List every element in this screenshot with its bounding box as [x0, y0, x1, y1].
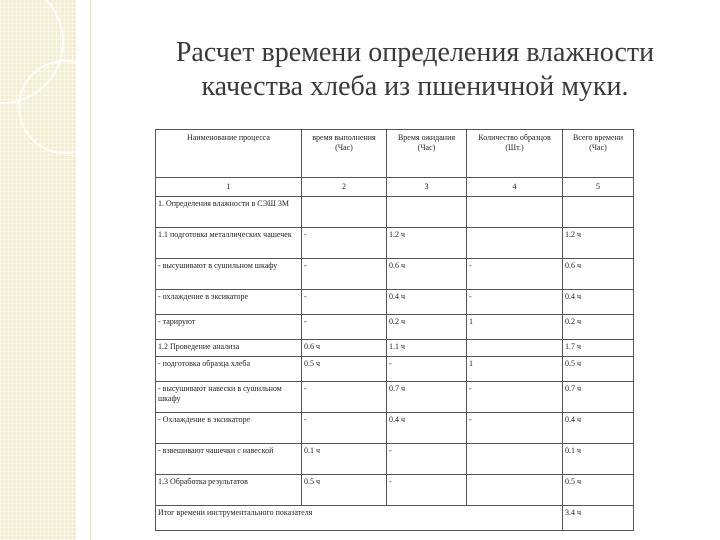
cell-execution: - — [302, 315, 387, 340]
header-execution-time: время выполнения (Час) — [302, 130, 387, 178]
header-total-time: Всего времени (Час) — [563, 130, 634, 178]
cell-process: 1.3 Обработка результатов — [156, 475, 302, 506]
column-number: 4 — [467, 178, 563, 197]
cell-execution: 0.1 ч — [302, 444, 387, 475]
table-row — [156, 259, 634, 290]
cell-samples: - — [467, 382, 563, 413]
cell-execution: - — [302, 413, 387, 444]
column-number-row — [156, 178, 634, 197]
cell-total: 0.7 ч — [563, 382, 634, 413]
cell-samples: - — [467, 259, 563, 290]
cell-samples: - — [467, 413, 563, 444]
cell-waiting — [387, 197, 467, 228]
table-row — [156, 357, 634, 382]
cell-process: - охлаждение в эксикаторе — [156, 290, 302, 315]
cell-samples: - — [467, 290, 563, 315]
table-row — [156, 228, 634, 259]
total-value: 3.4 ч — [563, 506, 634, 531]
header-process-name: Наименование процесса — [156, 130, 302, 178]
cell-waiting: - — [387, 444, 467, 475]
time-calculation-table — [155, 129, 633, 531]
table-header-row — [156, 130, 634, 178]
column-number: 5 — [563, 178, 634, 197]
table-row — [156, 413, 634, 444]
cell-total: 1.2 ч — [563, 228, 634, 259]
table-row — [156, 340, 634, 357]
cell-total: 0.2 ч — [563, 315, 634, 340]
cell-waiting: 1.2 ч — [387, 228, 467, 259]
column-number: 2 — [302, 178, 387, 197]
total-label: Итог времени инструментального показателя — [156, 506, 563, 531]
cell-execution: - — [302, 290, 387, 315]
header-waiting-time: Время ожидания (Час) — [387, 130, 467, 178]
cell-samples — [467, 228, 563, 259]
table-total-row — [156, 506, 634, 531]
cell-waiting: 0.4 ч — [387, 413, 467, 444]
cell-samples — [467, 340, 563, 357]
slide-title: Расчет времени определения влажности качества хлеба из пшеничной муки. — [175, 37, 655, 102]
cell-execution: - — [302, 228, 387, 259]
cell-execution: - — [302, 259, 387, 290]
cell-total: 0.6 ч — [563, 259, 634, 290]
cell-total: 1.7 ч — [563, 340, 634, 357]
cell-execution: 0.6 ч — [302, 340, 387, 357]
decorative-divider-line — [90, 0, 91, 540]
cell-total: 0.5 ч — [563, 475, 634, 506]
cell-execution: 0.5 ч — [302, 357, 387, 382]
column-number: 1 — [156, 178, 302, 197]
cell-total: 0.4 ч — [563, 290, 634, 315]
cell-waiting: 0.7 ч — [387, 382, 467, 413]
cell-waiting: 1.1 ч — [387, 340, 467, 357]
cell-total: 0.4 ч — [563, 413, 634, 444]
cell-waiting: 0.2 ч — [387, 315, 467, 340]
table-row — [156, 315, 634, 340]
table-row — [156, 290, 634, 315]
cell-samples — [467, 197, 563, 228]
cell-waiting: 0.4 ч — [387, 290, 467, 315]
cell-process: - высушивают в сушильном шкафу — [156, 259, 302, 290]
cell-process: - тарируют — [156, 315, 302, 340]
cell-total: 0.1 ч — [563, 444, 634, 475]
table-row — [156, 382, 634, 413]
cell-samples: 1 — [467, 315, 563, 340]
cell-total — [563, 197, 634, 228]
cell-process: - взвешивают чашечки с навеской — [156, 444, 302, 475]
cell-samples — [467, 444, 563, 475]
cell-waiting: - — [387, 475, 467, 506]
cell-samples: 1 — [467, 357, 563, 382]
column-number: 3 — [387, 178, 467, 197]
cell-total: 0.5 ч — [563, 357, 634, 382]
cell-execution: 0.5 ч — [302, 475, 387, 506]
table-row — [156, 444, 634, 475]
table-row — [156, 475, 634, 506]
header-sample-count: Количество образцов (Шт.) — [467, 130, 563, 178]
cell-process: - подготовка образца хлеба — [156, 357, 302, 382]
cell-process: 1.2 Проведение анализа — [156, 340, 302, 357]
cell-process: 1. Определения влажности в СЭШ 3М — [156, 197, 302, 228]
decorative-side-band — [0, 0, 76, 540]
cell-process: 1.1 подготовка металлических чашечек — [156, 228, 302, 259]
decorative-ring-medium — [18, 60, 112, 154]
cell-process: - высушивают навески в сушильном шкафу — [156, 382, 302, 413]
cell-process: - Охлаждение в эксикаторе — [156, 413, 302, 444]
cell-waiting: - — [387, 357, 467, 382]
cell-execution — [302, 197, 387, 228]
cell-samples — [467, 475, 563, 506]
table-row — [156, 197, 634, 228]
cell-waiting: 0.6 ч — [387, 259, 467, 290]
cell-execution: - — [302, 382, 387, 413]
